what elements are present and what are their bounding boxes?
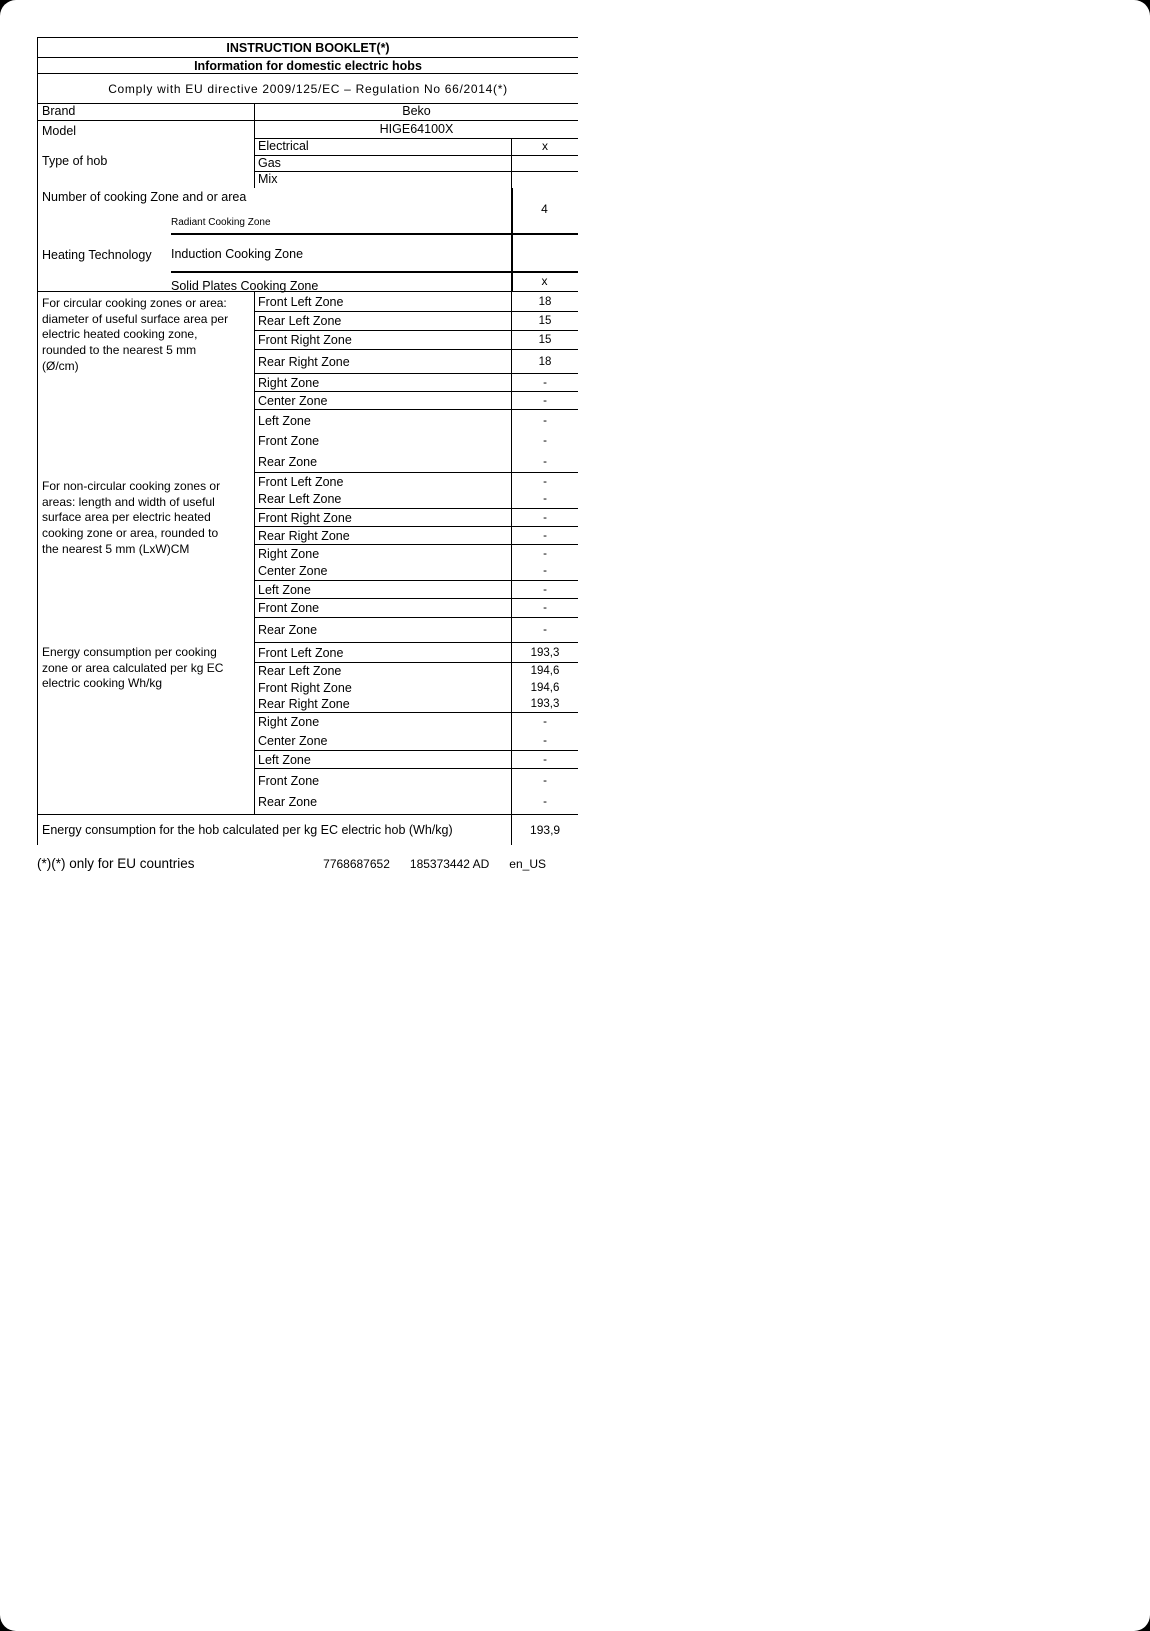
- zone-name-cell: [255, 643, 511, 662]
- document-codes: [323, 857, 546, 871]
- model-value: HIGE64100X: [255, 121, 578, 139]
- zone-value: 193,3: [530, 646, 560, 659]
- zone-value-cell: [511, 713, 578, 750]
- zone-value-cell: [511, 331, 578, 349]
- hob-type-name: Mix: [258, 172, 278, 186]
- zone-row: [255, 410, 578, 473]
- zone-row: [255, 663, 578, 713]
- brand-label: Brand: [42, 104, 76, 118]
- zone-label: Right Zone: [258, 375, 320, 390]
- zone-value-cell: [511, 545, 578, 580]
- number-of-zones-label: Number of cooking Zone and or area: [42, 190, 247, 204]
- hob-type-name: Gas: [258, 156, 281, 170]
- zone-value: -: [543, 376, 547, 389]
- zone-label: Rear Left Zone: [258, 314, 342, 328]
- zone-label: Rear Right Zone: [258, 354, 350, 369]
- zone-value: -: [543, 583, 547, 596]
- zone-value: -: [543, 734, 547, 747]
- hob-total-row: [38, 815, 578, 845]
- zone-row: [255, 331, 578, 350]
- zone-label: Rear Zone: [258, 454, 318, 469]
- zone-value: -: [543, 774, 547, 787]
- zone-value: -: [543, 511, 547, 524]
- zone-name-cell: [255, 599, 511, 617]
- zone-name-cell: [255, 374, 511, 391]
- zone-value: -: [543, 435, 547, 447]
- zone-value-cell: [511, 392, 578, 409]
- hob-type-mark: [511, 172, 578, 188]
- zone-label: Rear Zone: [258, 795, 318, 810]
- zone-label: Front Right Zone: [258, 680, 352, 695]
- zone-value-cell: [511, 618, 578, 642]
- zone-value-cell: [511, 643, 578, 662]
- zone-row: [255, 643, 578, 663]
- hob-type-name: Electrical: [258, 139, 309, 153]
- zone-name-cell: [255, 312, 511, 330]
- zone-label: Rear Left Zone: [258, 664, 342, 679]
- model-type-values: [254, 121, 578, 188]
- zone-value-cell: [511, 410, 578, 472]
- zone-value-cell: [511, 527, 578, 544]
- zone-row: [255, 618, 578, 643]
- zone-label: Center Zone: [258, 733, 328, 748]
- hob-total-value: 193,9: [511, 815, 578, 845]
- zone-row: [255, 392, 578, 410]
- zone-value: 15: [538, 315, 552, 327]
- zone-value-cell: [511, 581, 578, 598]
- hob-type-mark: x: [511, 139, 578, 155]
- title-row: [38, 38, 578, 58]
- zone-value-cell: [511, 599, 578, 617]
- brand-row: [38, 104, 578, 121]
- zone-value: -: [543, 716, 547, 729]
- non-circular-zones-label: For non-circular cooking zones or areas: length and width of useful surface area per electric heated cooking zone or area, rounded to the nearest 5 mm (LxW)CM: [42, 479, 221, 556]
- zone-value-cell: [511, 509, 578, 526]
- zone-value: -: [543, 475, 547, 488]
- instruction-booklet-document: [37, 37, 578, 871]
- zone-name-cell: [255, 618, 511, 642]
- hob-information-table: [37, 37, 578, 845]
- zone-label: Front Left Zone: [258, 474, 344, 489]
- zone-name-cell: [255, 581, 511, 598]
- zone-value-cell: [511, 292, 578, 311]
- document-title: INSTRUCTION BOOKLET(*): [226, 40, 390, 55]
- page-footer: [37, 856, 578, 871]
- type-of-hob-label: Type of hob: [42, 154, 108, 168]
- zone-row: [255, 545, 578, 581]
- zone-label: Center Zone: [258, 393, 328, 408]
- zone-name-cell: [255, 392, 511, 409]
- heating-option-radiant: Radiant Cooking Zone: [171, 217, 271, 228]
- cooking-zones-block: [38, 292, 578, 815]
- language-code: en_US: [509, 857, 546, 871]
- brand-value: Beko: [254, 104, 578, 120]
- zone-label: Front Right Zone: [258, 333, 352, 347]
- zone-name-cell: [255, 350, 511, 373]
- model-type-labels: [38, 121, 254, 188]
- zone-value: 193,3: [530, 697, 560, 710]
- zone-value: -: [543, 753, 547, 766]
- hob-type-row-mix: [255, 172, 578, 188]
- zone-row: [255, 599, 578, 618]
- compliance-row: [38, 74, 578, 104]
- zone-name-cell: [255, 713, 511, 750]
- zone-value: 15: [538, 334, 552, 346]
- zone-name-cell: [255, 663, 511, 712]
- number-of-zones-value: 4: [541, 202, 548, 216]
- zone-row: [255, 769, 578, 814]
- zone-name-cell: [255, 769, 511, 814]
- zone-value-cell: [511, 751, 578, 768]
- zone-label: Front Zone: [258, 434, 320, 448]
- model-and-type-block: [38, 121, 578, 188]
- zone-value: -: [543, 565, 547, 578]
- zone-value: -: [543, 414, 547, 427]
- zone-value-cell: [511, 374, 578, 391]
- zone-row: [255, 312, 578, 331]
- hob-type-row-gas: [255, 156, 578, 172]
- zone-value: -: [543, 624, 547, 636]
- zone-label: Rear Left Zone: [258, 492, 342, 507]
- zone-value: -: [543, 796, 547, 809]
- zone-label: Left Zone: [258, 752, 311, 767]
- energy-per-zone-label: Energy consumption per cooking zone or area calculated per kg EC electric cooking Wh/kg: [42, 645, 224, 691]
- zone-name-cell: [255, 473, 511, 508]
- zone-value: 18: [538, 355, 552, 368]
- zone-name-cell: [255, 331, 511, 349]
- zone-value-cell: [511, 473, 578, 508]
- document-code: 185373442 AD: [409, 857, 490, 871]
- zones-count-and-heating-block: [38, 188, 578, 292]
- compliance-text: Comply with EU directive 2009/125/EC – Regulation No 66/2014(*): [108, 81, 508, 96]
- zone-value: -: [543, 455, 547, 468]
- hob-type-mark: [511, 156, 578, 171]
- zone-value-cell: [511, 769, 578, 814]
- document-subtitle: Information for domestic electric hobs: [194, 58, 422, 73]
- heating-row-divider: [171, 271, 578, 273]
- zone-name-cell: [255, 410, 511, 472]
- zone-value: -: [543, 602, 547, 614]
- zone-label: Rear Zone: [258, 623, 318, 637]
- hob-type-row-electrical: [255, 139, 578, 156]
- eu-countries-note: (*)(*) only for EU countries: [37, 856, 195, 871]
- zone-row: [255, 713, 578, 751]
- zone-label: Right Zone: [258, 715, 320, 730]
- hob-total-label: Energy consumption for the hob calculated per kg EC electric hob (Wh/kg): [42, 823, 453, 837]
- zone-value: 18: [538, 295, 552, 308]
- zone-name-cell: [255, 292, 511, 311]
- zone-row: [255, 509, 578, 527]
- heating-option-solid-plates: Solid Plates Cooking Zone: [171, 279, 319, 293]
- zone-label: Rear Right Zone: [258, 528, 350, 543]
- zone-rows: [254, 292, 578, 814]
- heating-technology-label: Heating Technology: [42, 248, 152, 262]
- zone-row: [255, 292, 578, 312]
- zone-name-cell: [255, 509, 511, 526]
- zone-value-cell: [511, 312, 578, 330]
- zone-row: [255, 374, 578, 392]
- zone-label: Front Left Zone: [258, 294, 344, 309]
- zone-label: Front Zone: [258, 601, 320, 615]
- circular-zones-label: For circular cooking zones or area: diameter of useful surface area per electric heated cooking zone, rounded to the nearest 5 mm (Ø/cm): [42, 296, 229, 373]
- zone-label: Center Zone: [258, 564, 328, 579]
- zone-row: [255, 473, 578, 509]
- value-column-divider: [511, 188, 513, 291]
- zone-section-labels: [38, 292, 254, 814]
- zone-name-cell: [255, 527, 511, 544]
- zone-label: Left Zone: [258, 413, 311, 428]
- heating-option-induction: Induction Cooking Zone: [171, 247, 304, 261]
- zone-label: Left Zone: [258, 582, 311, 597]
- model-label: Model: [42, 124, 77, 138]
- zone-value-cell: [511, 663, 578, 712]
- zone-value: -: [543, 394, 547, 407]
- zone-label: Right Zone: [258, 546, 320, 561]
- zone-value: 194,6: [530, 681, 560, 694]
- zone-label: Front Right Zone: [258, 510, 352, 525]
- subtitle-row: [38, 58, 578, 74]
- zone-row: [255, 527, 578, 545]
- zone-label: Front Zone: [258, 773, 320, 788]
- heating-option-solid-plates-mark: x: [541, 274, 548, 288]
- zone-row: [255, 350, 578, 374]
- zone-value-cell: [511, 350, 578, 373]
- zone-label: Front Left Zone: [258, 645, 344, 660]
- zone-name-cell: [255, 751, 511, 768]
- document-code: 7768687652: [323, 857, 390, 871]
- zone-row: [255, 751, 578, 769]
- heating-row-divider: [171, 233, 578, 235]
- zone-value: -: [543, 547, 547, 560]
- zone-label: Rear Right Zone: [258, 696, 350, 711]
- zone-value: 194,6: [530, 665, 560, 678]
- zone-row: [255, 581, 578, 599]
- zone-value: -: [543, 529, 547, 542]
- zone-name-cell: [255, 545, 511, 580]
- zone-value: -: [543, 493, 547, 506]
